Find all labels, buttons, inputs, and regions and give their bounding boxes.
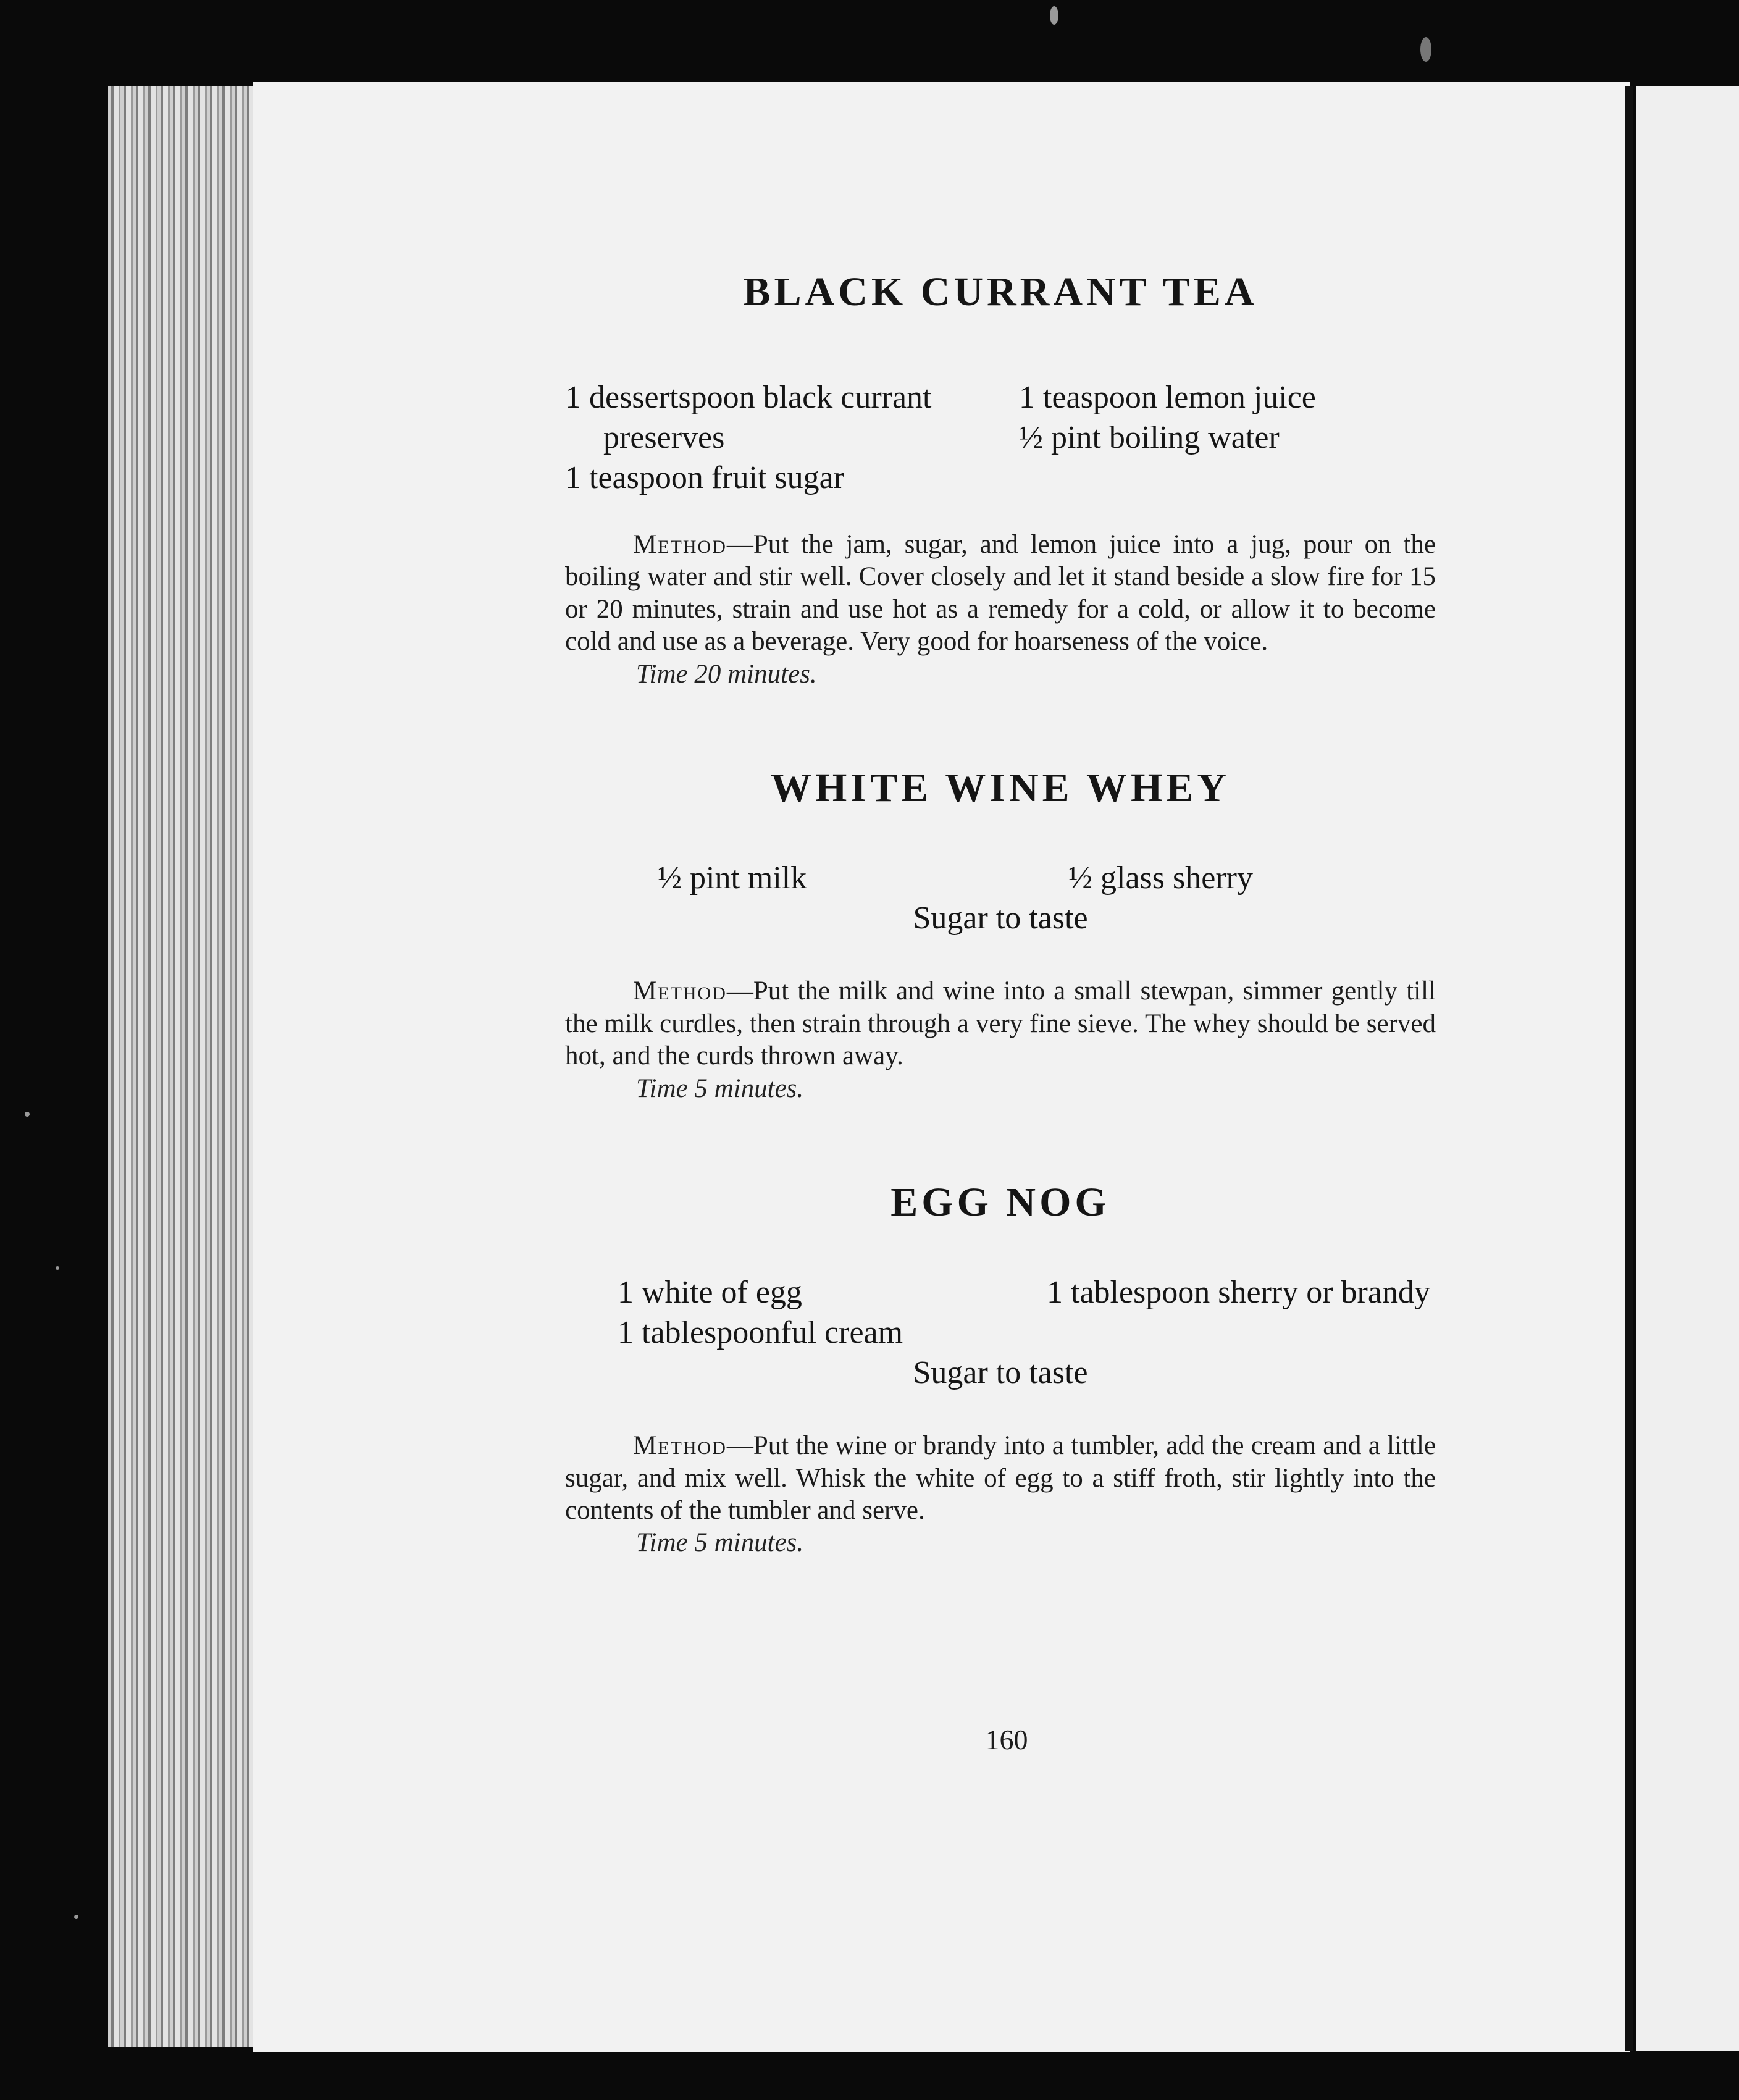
ingredient: 1 white of egg [618, 1275, 802, 1311]
recipe-white-wine-whey [565, 765, 1436, 1105]
page-number: 160 [985, 1724, 1028, 1755]
ingredient: ½ pint milk [658, 860, 807, 896]
scan-speck [1420, 37, 1431, 62]
scan-speck [56, 1266, 59, 1270]
cooking-time: Time 5 minutes. [636, 1528, 804, 1558]
ingredient-list [565, 1272, 1436, 1353]
ingredient: 1 tablespoon sherry or brandy [1047, 1275, 1430, 1311]
method-paragraph [565, 529, 1436, 658]
book-page-edges [108, 86, 259, 2048]
cooking-time: Time 5 minutes. [636, 1073, 804, 1103]
recipe-black-currant-tea [565, 269, 1436, 691]
cooking-time: Time 20 minutes. [636, 659, 817, 689]
method-label: Method [633, 1431, 727, 1461]
ingredient: 1 tablespoonful cream [618, 1315, 903, 1351]
ingredients-right-column [1019, 377, 1436, 498]
method-paragraph [565, 975, 1436, 1072]
page-content [565, 269, 1436, 1560]
ingredient: 1 teaspoon lemon juice [1019, 380, 1316, 415]
ingredients-right-column [1019, 1272, 1436, 1353]
ingredients-left-column [565, 858, 982, 898]
method-text: —Put the wine or brandy into a tumbler, add the cream and a little sugar, and mix well. Whisk the white of egg to a stiff froth, stir lightly into the contents of the tumbler and serve. [565, 1431, 1436, 1525]
facing-page-edge [1636, 86, 1739, 2051]
recipe-title: WHITE WINE WHEY [770, 765, 1231, 811]
ingredient-list [565, 377, 1436, 498]
scan-speck [25, 1112, 30, 1117]
ingredients-left-column [565, 377, 982, 498]
method-label: Method [633, 976, 727, 1006]
recipe-egg-nog [565, 1182, 1436, 1560]
scan-speck [1050, 6, 1058, 25]
ingredient: 1 teaspoon fruit sugar [565, 460, 845, 495]
ingredient-centered: Sugar to taste [913, 901, 1088, 936]
ingredients-right-column [1019, 858, 1436, 898]
book-gutter [1625, 86, 1633, 2051]
ingredient-centered: Sugar to taste [913, 1355, 1088, 1391]
method-text: —Put the jam, sugar, and lemon juice into a jug, pour on the boiling water and stir well. Cover closely and let it stand beside a slow fire for 15 or 20 minutes, strain and use hot as a remedy for a cold, or allow it to become cold and use as a beverage. Very good for hoarseness of the voice. [565, 530, 1436, 657]
method-label: Method [633, 530, 727, 559]
method-paragraph [565, 1430, 1436, 1527]
method-text: —Put the milk and wine into a small stewpan, simmer gently till the milk curdles, then strain through a very fine sieve. The whey should be served hot, and the curds thrown away. [565, 976, 1436, 1071]
recipe-title: EGG NOG [890, 1180, 1110, 1225]
scan-speck [74, 1915, 78, 1919]
ingredient-list [565, 858, 1436, 898]
ingredient: ½ pint boiling water [1019, 420, 1280, 455]
ingredients-left-column [565, 1272, 982, 1353]
ingredient: ½ glass sherry [1068, 860, 1253, 896]
recipe-title: BLACK CURRANT TEA [743, 269, 1258, 314]
ingredient: 1 dessertspoon black currant preserves [565, 380, 932, 455]
